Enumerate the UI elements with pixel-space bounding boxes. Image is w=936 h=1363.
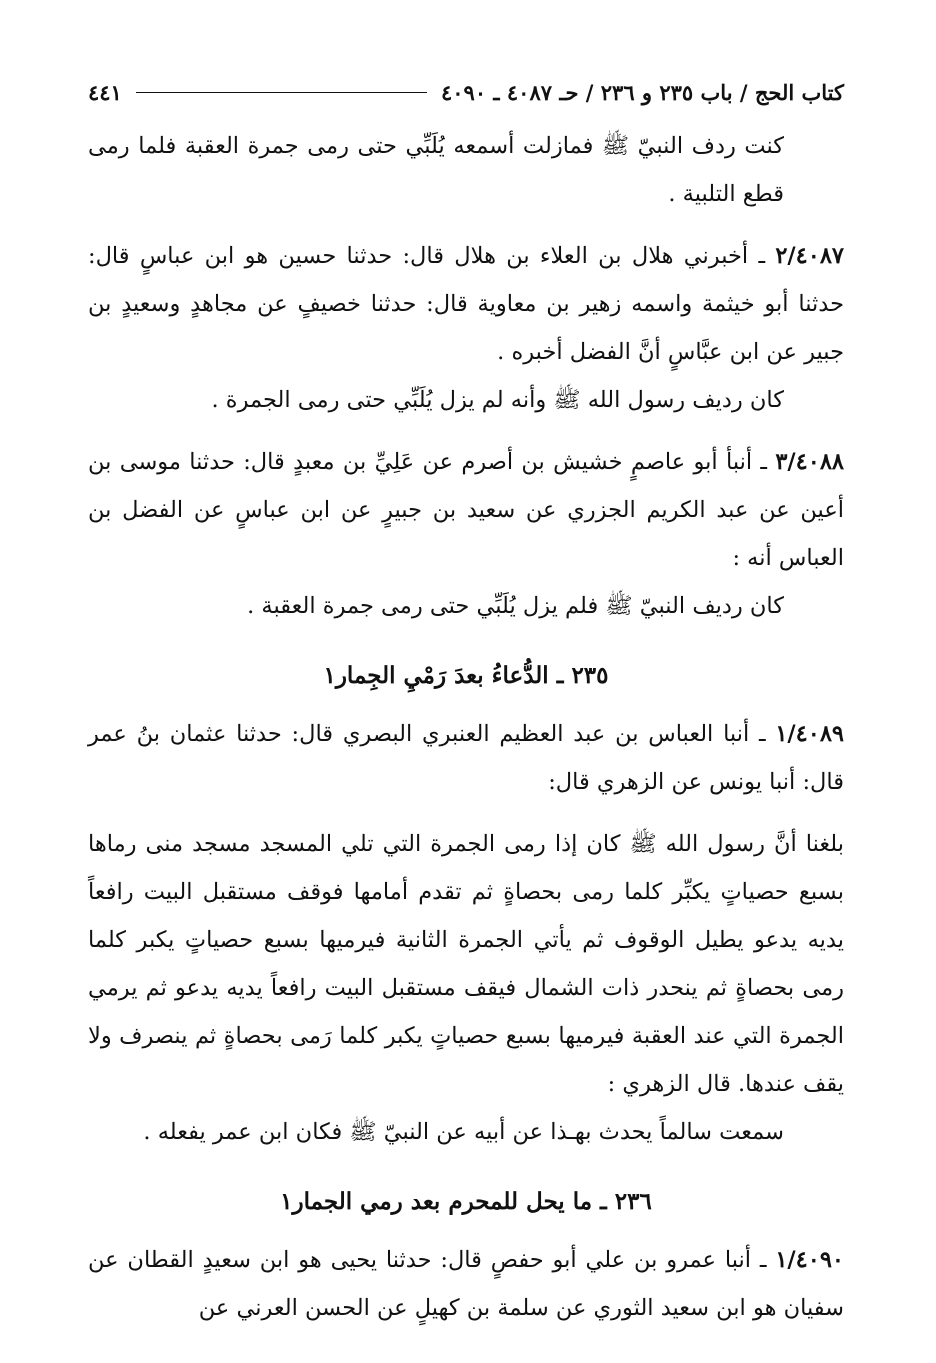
isnad-text: ـ أخبرني هلال بن العلاء بن هلال قال: حدثنا حسين هو ابن عباسٍ قال: حدثنا أبو خيثمة واسمه زهير بن معاوية قال: حدثنا خصيفٍ عن مجاهدٍ وسعيدٍ بن جبير عن ابن عبَّاسٍ أنَّ الفضل أخبره . xyxy=(88,243,844,365)
hadith-4087-matn: كان رديف رسول الله ﷺ وأنه لم يزل يُلَبِّي حتى رمى الجمرة . xyxy=(211,387,784,413)
page-body xyxy=(88,122,844,1332)
hadith-number: ١/٤٠٩٠ xyxy=(775,1247,844,1273)
isnad-text: ـ أنبأ أبو عاصمٍ خشيش بن أصرم عن عَلِيِّ بن معبدٍ قال: حدثنا موسى بن أعين عن عبد الكريم الجزري عن سعيد بن جبيرٍ عن ابن عباسٍ عن الفضل بن العباس أنه : xyxy=(88,449,844,571)
hadith-4090-isnad xyxy=(88,1236,844,1332)
chapter-heading-236: ٢٣٦ ـ ما يحل للمحرم بعد رمي الجمار١ xyxy=(280,1188,652,1215)
hadith-4089-isnad xyxy=(88,710,844,806)
hadith-number: ٣/٤٠٨٨ xyxy=(775,449,844,475)
isnad-text: ـ أنبا العباس بن عبد العظيم العنبري البصري قال: حدثنا عثمان بنُ عمر قال: أنبا يونس عن الزهري قال: xyxy=(88,721,844,795)
hadith-4088-matn: كان رديف النبيّ ﷺ فلم يزل يُلَبِّي حتى رمى جمرة العقبة . xyxy=(247,593,784,619)
hadith-4089-matn-2: سمعت سالماً يحدث بهـذا عن أبيه عن النبيّ ﷺ فكان ابن عمر يفعله . xyxy=(143,1119,784,1145)
running-title: كتاب الحج / باب ٢٣٥ و ٢٣٦ / حـ ٤٠٨٧ ـ ٤٠٩٠ xyxy=(440,79,844,105)
header-rule xyxy=(136,92,427,93)
chapter-heading-235: ٢٣٥ ـ الدُّعاءُ بعدَ رَمْيِ الجِمار١ xyxy=(323,662,609,689)
page-header xyxy=(88,72,844,112)
hadith-number: ٢/٤٠٨٧ xyxy=(775,243,844,269)
page-number: ٤٤١ xyxy=(88,79,122,105)
hadith-4087-isnad xyxy=(88,232,844,376)
hadith-4089-matn: بلغنا أنَّ رسول الله ﷺ كان إذا رمى الجمرة التي تلي المسجد مسجد منى رماها بسبع حصياتٍ يكبِّر كلما رمى بحصاةٍ ثم تقدم أمامها فوقف مستقبل البيت رافعاً يديه يدعو يطيل الوقوف ثم يأتي الجمرة الثانية فيرميها بسبع حصياتٍ يكبر كلما رمى بحصاةٍ ثم ينحدر ذات الشمال فيقف مستقبل البيت رافعاً يديه يدعو ثم يرمي الجمرة التي عند العقبة فيرميها بسبع حصياتٍ يكبر كلما رَمى بحصاةٍ ثم ينصرف ولا يقف عندها. قال الزهري : xyxy=(88,831,844,1097)
matn-continuation: كنت ردف النبيّ ﷺ فمازلت أسمعه يُلَبِّي حتى رمى جمرة العقبة فلما رمى قطع التلبية . xyxy=(88,133,784,207)
hadith-number: ١/٤٠٨٩ xyxy=(775,721,844,747)
hadith-4088-isnad xyxy=(88,438,844,582)
isnad-text: ـ أنبا عمرو بن علي أبو حفصٍ قال: حدثنا يحيى هو ابن سعيدٍ القطان عن سفيان هو ابن سعيد الثوري عن سلمة بن كهيلٍ عن الحسن العرني عن xyxy=(88,1247,844,1321)
